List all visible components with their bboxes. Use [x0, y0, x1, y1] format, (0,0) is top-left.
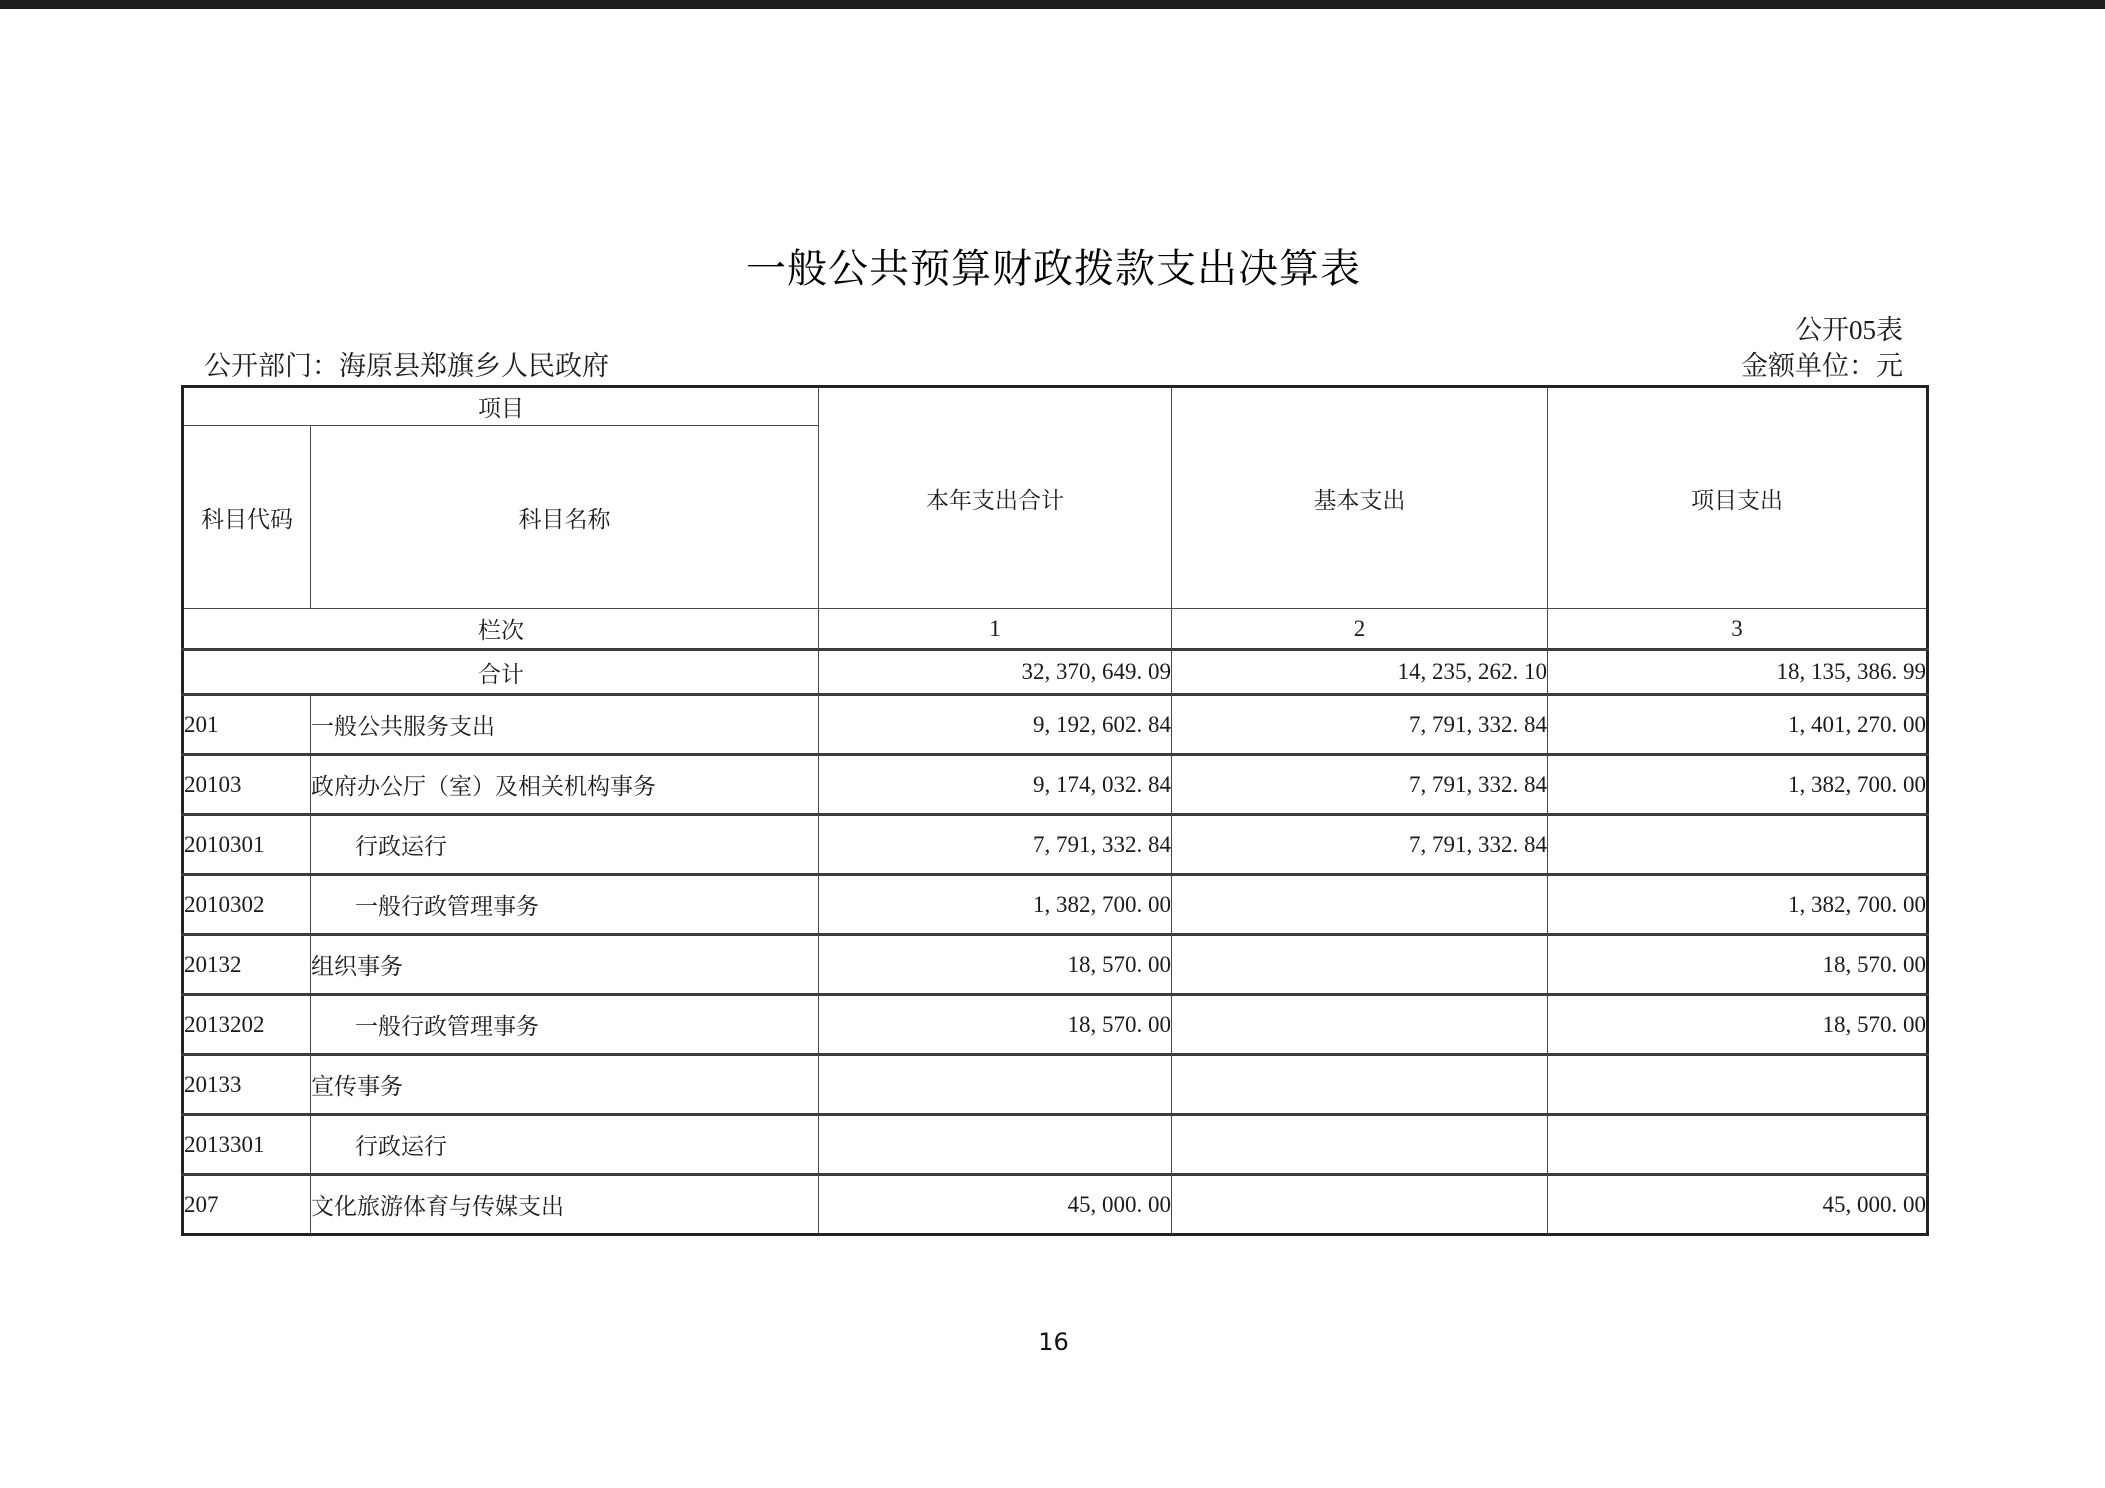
total-amount-basic: 14, 235, 262. 10 — [1172, 650, 1548, 695]
cell-amount-basic — [1172, 935, 1548, 995]
header-col-total: 本年支出合计 — [819, 387, 1172, 609]
cell-amount-total — [819, 1115, 1172, 1175]
cell-subject-code: 2013202 — [183, 995, 311, 1055]
cell-subject-name: 一般行政管理事务 — [311, 875, 819, 935]
total-row — [183, 650, 1928, 695]
cell-subject-name: 行政运行 — [311, 1115, 819, 1175]
table-row — [183, 755, 1928, 815]
cell-subject-code: 20133 — [183, 1055, 311, 1115]
cell-subject-name: 一般行政管理事务 — [311, 995, 819, 1055]
table-row — [183, 695, 1928, 755]
header-row-group — [183, 387, 1928, 426]
cell-amount-project: 18, 570. 00 — [1548, 935, 1928, 995]
cell-amount-project: 18, 570. 00 — [1548, 995, 1928, 1055]
department-label: 公开部门：海原县郑旗乡人民政府 — [204, 351, 609, 381]
cell-amount-basic — [1172, 875, 1548, 935]
table-row — [183, 1115, 1928, 1175]
total-amount-project: 18, 135, 386. 99 — [1548, 650, 1928, 695]
cell-amount-total: 9, 174, 032. 84 — [819, 755, 1172, 815]
total-amount-total: 32, 370, 649. 09 — [819, 650, 1172, 695]
cell-amount-basic — [1172, 995, 1548, 1055]
cell-amount-project: 1, 382, 700. 00 — [1548, 875, 1928, 935]
cell-amount-total: 18, 570. 00 — [819, 995, 1172, 1055]
cell-subject-code: 20103 — [183, 755, 311, 815]
column-index-3: 3 — [1548, 609, 1928, 650]
cell-amount-project — [1548, 1115, 1928, 1175]
cell-amount-total — [819, 1055, 1172, 1115]
cell-amount-total: 9, 192, 602. 84 — [819, 695, 1172, 755]
table-row — [183, 815, 1928, 875]
cell-subject-name: 一般公共服务支出 — [311, 695, 819, 755]
cell-amount-basic — [1172, 1175, 1548, 1235]
cell-subject-code: 207 — [183, 1175, 311, 1235]
header-project-group: 项目 — [183, 387, 819, 426]
cell-amount-project — [1548, 1055, 1928, 1115]
cell-amount-basic: 7, 791, 332. 84 — [1172, 755, 1548, 815]
table-row — [183, 935, 1928, 995]
total-label: 合计 — [183, 650, 819, 695]
table-row — [183, 875, 1928, 935]
header-subject-name: 科目名称 — [311, 426, 819, 609]
cell-subject-name: 政府办公厅（室）及相关机构事务 — [311, 755, 819, 815]
cell-amount-project — [1548, 815, 1928, 875]
page-title: 一般公共预算财政拨款支出决算表 — [746, 246, 1361, 291]
cell-amount-total: 7, 791, 332. 84 — [819, 815, 1172, 875]
column-index-1: 1 — [819, 609, 1172, 650]
header-subject-code: 科目代码 — [183, 426, 311, 609]
table-row — [183, 1055, 1928, 1115]
cell-amount-basic: 7, 791, 332. 84 — [1172, 695, 1548, 755]
cell-amount-project: 45, 000. 00 — [1548, 1175, 1928, 1235]
cell-amount-basic: 7, 791, 332. 84 — [1172, 815, 1548, 875]
scan-edge-strip — [0, 0, 2105, 9]
cell-subject-code: 2010302 — [183, 875, 311, 935]
cell-subject-name: 组织事务 — [311, 935, 819, 995]
cell-subject-code: 2013301 — [183, 1115, 311, 1175]
cell-amount-project: 1, 401, 270. 00 — [1548, 695, 1928, 755]
cell-amount-total: 45, 000. 00 — [819, 1175, 1172, 1235]
column-index-row — [183, 609, 1928, 650]
cell-subject-name: 行政运行 — [311, 815, 819, 875]
cell-amount-total: 1, 382, 700. 00 — [819, 875, 1172, 935]
unit-label: 金额单位：元 — [1741, 351, 1903, 381]
meta-line — [181, 344, 1926, 383]
cell-amount-project: 1, 382, 700. 00 — [1548, 755, 1928, 815]
page-number: 16 — [1038, 1328, 1069, 1356]
column-index-2: 2 — [1172, 609, 1548, 650]
table-row — [183, 1175, 1928, 1235]
cell-subject-code: 2010301 — [183, 815, 311, 875]
table-code-label: 公开05表 — [1795, 315, 1903, 345]
cell-subject-name: 宣传事务 — [311, 1055, 819, 1115]
table-row — [183, 995, 1928, 1055]
cell-amount-total: 18, 570. 00 — [819, 935, 1172, 995]
column-index-label: 栏次 — [183, 609, 819, 650]
cell-amount-basic — [1172, 1115, 1548, 1175]
header-col-project: 项目支出 — [1548, 387, 1928, 609]
cell-subject-name: 文化旅游体育与传媒支出 — [311, 1175, 819, 1235]
cell-amount-basic — [1172, 1055, 1548, 1115]
cell-subject-code: 20132 — [183, 935, 311, 995]
cell-subject-code: 201 — [183, 695, 311, 755]
header-col-basic: 基本支出 — [1172, 387, 1548, 609]
expenditure-table — [181, 385, 1929, 1236]
